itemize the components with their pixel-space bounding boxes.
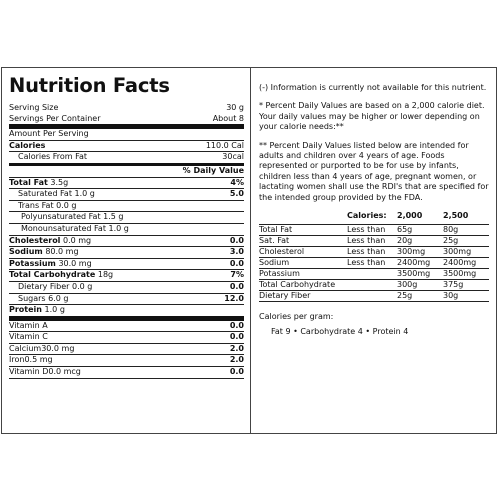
- table-row: Sat. Fat Less than 20g 25g: [259, 236, 489, 247]
- note-rdi: ** Percent Daily Values listed below are intended for adults and children over 4 years of age. Foods represented or purported to be for use by infants, children less than 4 years of age, pregnant women, or lactating women shall use the RDI's that are specified for the intended group provided by the FDA.: [259, 140, 489, 202]
- saturated-fat-row: Saturated Fat 1.0 g 5.0: [9, 189, 244, 201]
- calories-per-gram-label: Calories per gram:: [259, 312, 334, 322]
- panel-divider: [250, 67, 251, 434]
- nutrition-facts-label: [9, 75, 244, 379]
- monounsaturated-fat-row: Monounsaturated Fat 1.0 g: [9, 224, 244, 236]
- dietary-fiber-row: Dietary Fiber 0.0 g 0.0: [9, 282, 244, 294]
- note-2000-calorie: * Percent Daily Values are based on a 2,000 calorie diet. Your daily values may be higher or lower depending on your calorie needs:**: [259, 101, 485, 132]
- calories-per-gram-line: Fat 9 • Carbohydrate 4 • Protein 4: [271, 327, 409, 337]
- amount-per-serving: Amount Per Serving: [9, 129, 244, 141]
- calories-from-fat-row: Calories From Fat 30cal: [9, 152, 244, 166]
- potassium-row: Potassium 30.0 mg 0.0: [9, 259, 244, 271]
- daily-value-table: [259, 211, 489, 302]
- serving-size-row: Serving Size 30 g: [9, 103, 244, 112]
- polyunsaturated-fat-row: Polyunsaturated Fat 1.5 g: [9, 212, 244, 224]
- table-row: Total Fat Less than 65g 80g: [259, 225, 489, 236]
- cholesterol-row: Cholesterol 0.0 mg 0.0: [9, 236, 244, 248]
- daily-value-table-header: Calories: 2,000 2,500: [259, 211, 489, 225]
- vitamin-row: Vitamin D0.0 mcg 0.0: [9, 367, 244, 379]
- total-fat-row: Total Fat 3.5g 4%: [9, 178, 244, 190]
- table-row: Sodium Less than 2400mg 2400mg: [259, 258, 489, 269]
- vitamin-row: Vitamin C 0.0: [9, 332, 244, 344]
- sodium-row: Sodium 80.0 mg 3.0: [9, 247, 244, 259]
- total-carbohydrate-row: Total Carbohydrate 18g 7%: [9, 270, 244, 282]
- sugars-row: Sugars 6.0 g 12.0: [9, 294, 244, 306]
- daily-value-header: % Daily Value: [9, 166, 244, 178]
- nutrition-facts-title: Nutrition Facts: [9, 74, 170, 97]
- daily-value-notes: [259, 83, 493, 338]
- vitamin-row: Calcium30.0 mg 2.0: [9, 344, 244, 356]
- table-row: Potassium 3500mg 3500mg: [259, 269, 489, 280]
- calories-row: Calories 110.0 Cal: [9, 141, 244, 153]
- table-row: Dietary Fiber 25g 30g: [259, 291, 489, 302]
- vitamin-row: Vitamin A 0.0: [9, 321, 244, 333]
- note-not-available: (-) Information is currently not available for this nutrient.: [259, 83, 487, 92]
- servings-per-container-row: Servings Per Container About 8: [9, 114, 244, 130]
- protein-row: Protein 1.0 g: [9, 305, 244, 321]
- vitamin-row: Iron0.5 mg 2.0: [9, 355, 244, 367]
- trans-fat-row: Trans Fat 0.0 g: [9, 201, 244, 213]
- table-row: Total Carbohydrate 300g 375g: [259, 280, 489, 291]
- table-row: Cholesterol Less than 300mg 300mg: [259, 247, 489, 258]
